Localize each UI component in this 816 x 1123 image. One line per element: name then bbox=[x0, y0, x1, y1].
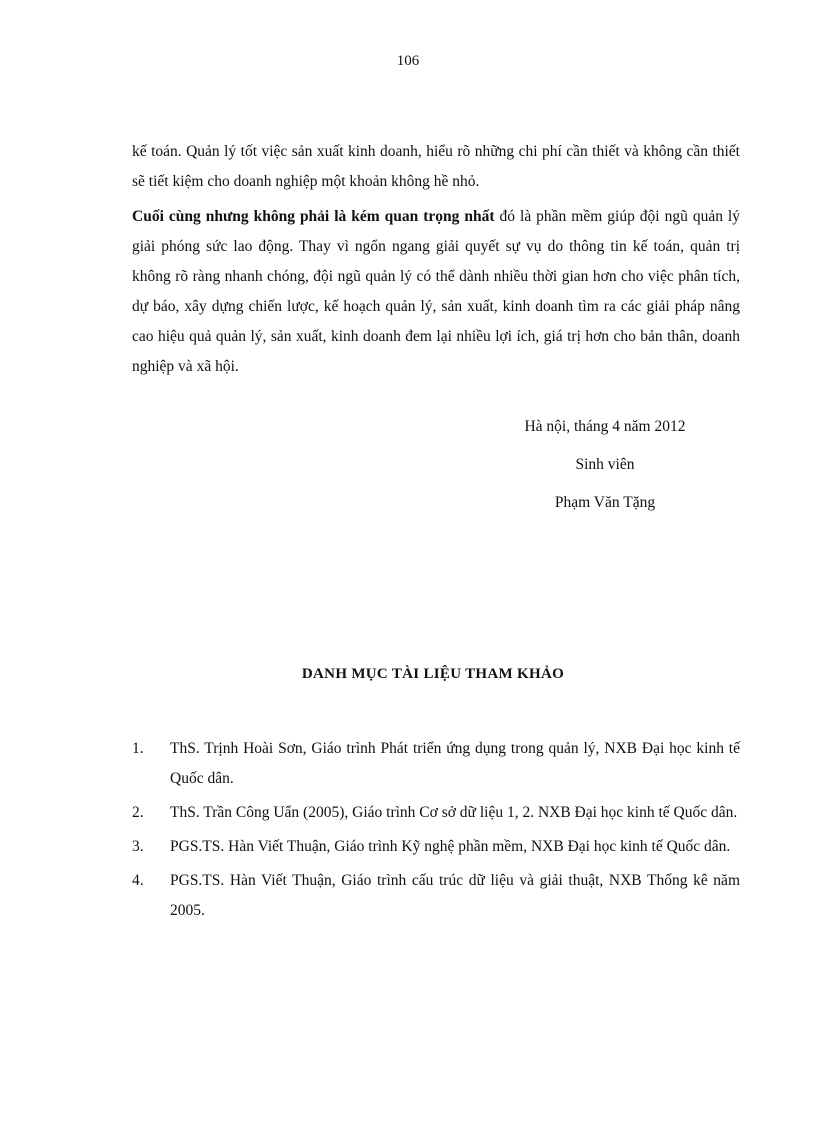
reference-text: PGS.TS. Hàn Viết Thuận, Giáo trình cấu trúc dữ liệu và giải thuật, NXB Thống kê năm 2005. bbox=[170, 872, 740, 919]
reference-text: PGS.TS. Hàn Viết Thuận, Giáo trình Kỹ nghệ phần mềm, NXB Đại học kinh tế Quốc dân. bbox=[170, 838, 731, 855]
reference-item bbox=[132, 734, 740, 794]
reference-item bbox=[132, 866, 740, 926]
reference-text: ThS. Trịnh Hoài Sơn, Giáo trình Phát triển ứng dụng trong quản lý, NXB Đại học kinh tế Quốc dân. bbox=[170, 740, 740, 787]
signature-block bbox=[460, 408, 750, 522]
reference-item bbox=[132, 798, 740, 828]
references-title: DANH MỤC TÀI LIỆU THAM KHẢO bbox=[301, 666, 565, 682]
reference-number: 3. bbox=[132, 838, 144, 855]
paragraph-2 bbox=[132, 202, 740, 382]
paragraph-1: kế toán. Quản lý tốt việc sản xuất kinh doanh, hiểu rõ những chi phí cần thiết và không cần thiết sẽ tiết kiệm cho doanh nghiệp một khoản không hề nhỏ. bbox=[132, 143, 740, 190]
signature-name: Phạm Văn Tặng bbox=[554, 494, 656, 511]
paragraph-2-text: đó là phần mềm giúp đội ngũ quản lý giải phóng sức lao động. Thay vì ngổn ngang giải quyết sự vụ do thông tin kế toán, quản trị không rõ ràng nhanh chóng, đội ngũ quản lý có thể dành nhiều thời gian hơn cho việc phân tích, dự báo, xây dựng chiến lược, kế hoạch quản lý, sản xuất, kinh doanh tìm ra các giải pháp nâng cao hiệu quả quản lý, sản xuất, kinh doanh đem lại nhiều lợi ích, giá trị hơn cho bản thân, doanh nghiệp và xã hội. bbox=[132, 208, 740, 375]
reference-text: ThS. Trần Công Uẩn (2005), Giáo trình Cơ sở dữ liệu 1, 2. NXB Đại học kinh tế Quốc dân. bbox=[170, 804, 738, 821]
reference-number: 2. bbox=[132, 804, 144, 821]
reference-item bbox=[132, 832, 740, 862]
page-number: 106 bbox=[396, 53, 420, 69]
signature-role: Sinh viên bbox=[575, 456, 635, 473]
reference-number: 4. bbox=[132, 872, 144, 889]
reference-number: 1. bbox=[132, 740, 144, 757]
signature-place-date: Hà nội, tháng 4 năm 2012 bbox=[524, 418, 686, 435]
paragraph-2-bold-lead: Cuối cùng nhưng không phải là kém quan trọng nhất bbox=[132, 208, 495, 225]
references-list bbox=[132, 734, 740, 930]
